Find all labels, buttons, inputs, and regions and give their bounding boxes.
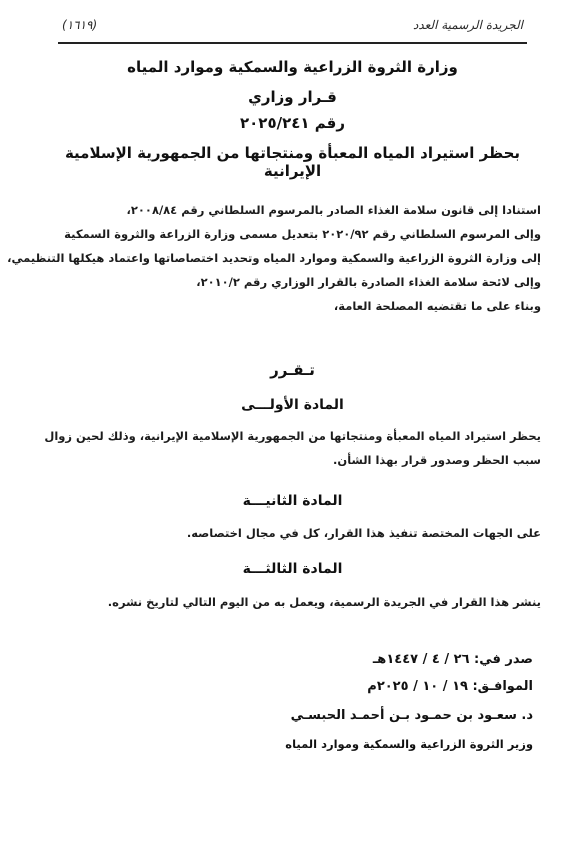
preamble [7,198,541,318]
article-line: سبب الحظر وصدور قرار بهذا الشأن. [333,453,541,467]
article-line: على الجهات المختصة تنفيذ هذا القرار، كل في مجال اختصاصه. [186,526,541,540]
preamble-line: إلى وزارة الثروة الزراعية والسمكية وموارد المياه وتحديد اختصاصاتها واعتماد هيكلها التنظيمي، [7,251,541,265]
signer-title [40,737,533,751]
article-line: يحظر استيراد المياه المعبأة ومنتجاتها من الجمهورية الإسلامية الإيرانية، وذلك لحين زوال [44,429,541,443]
decision-number: رقم ٢٠٢٥/٢٤١ [239,114,346,132]
article-line: ينشر هذا القرار في الجريدة الرسمية، ويعمل به من اليوم التالي لتاريخ نشره. [107,595,541,609]
preamble-line: وإلى لائحة سلامة الغذاء الصادرة بالقرار الوزاري رقم ٢٠١٠/٢، [196,275,541,289]
header-divider [58,42,527,44]
corresponding-date [40,679,533,694]
article-1-text [20,424,541,472]
signer-title-text: وزير الثروة الزراعية والسمكية وموارد المياه [285,737,533,751]
decides-heading: تـقـرر [270,361,315,379]
gazette-title: الجريدة الرسمية العدد [413,18,523,32]
article-2-title: المادة الثانيـــة [242,493,343,509]
issued-date [40,652,533,667]
corresponding-date-text: الموافـق: ١٩ / ١٠ / ٢٠٢٥م [367,679,533,694]
preamble-line: وإلى المرسوم السلطاني رقم ٢٠٢٠/٩٢ بتعديل مسمى وزارة الزراعة والثروة السمكية [64,227,541,241]
issue-number: (١٦١٩) [62,18,98,32]
preamble-line: استنادا إلى قانون سلامة الغذاء الصادر بالمرسوم السلطاني رقم ٢٠٠٨/٨٤، [126,203,541,217]
article-2-text [20,521,541,545]
decision-heading: قـرار وزاري [248,88,337,106]
signer-name-text: د. سعـود بن حمـود بـن أحمـد الحبسـي [290,708,533,723]
signer-name [40,708,533,723]
article-3-title: المادة الثالثـــة [242,561,343,577]
decision-title: بحظر استيراد المياه المعبأة ومنتجاتها من الجمهورية الإسلامية الإيرانية [64,144,521,180]
running-header [62,18,523,38]
issued-date-text: صدر في: ٢٦ / ٤ / ١٤٤٧هـ [372,652,533,667]
ministry-name: وزارة الثروة الزراعية والسمكية وموارد المياه [127,58,458,76]
preamble-line: وبناء على ما تقتضيه المصلحة العامة، [333,299,541,313]
article-1-title: المادة الأولـــى [241,397,344,413]
article-3-text [20,590,541,614]
